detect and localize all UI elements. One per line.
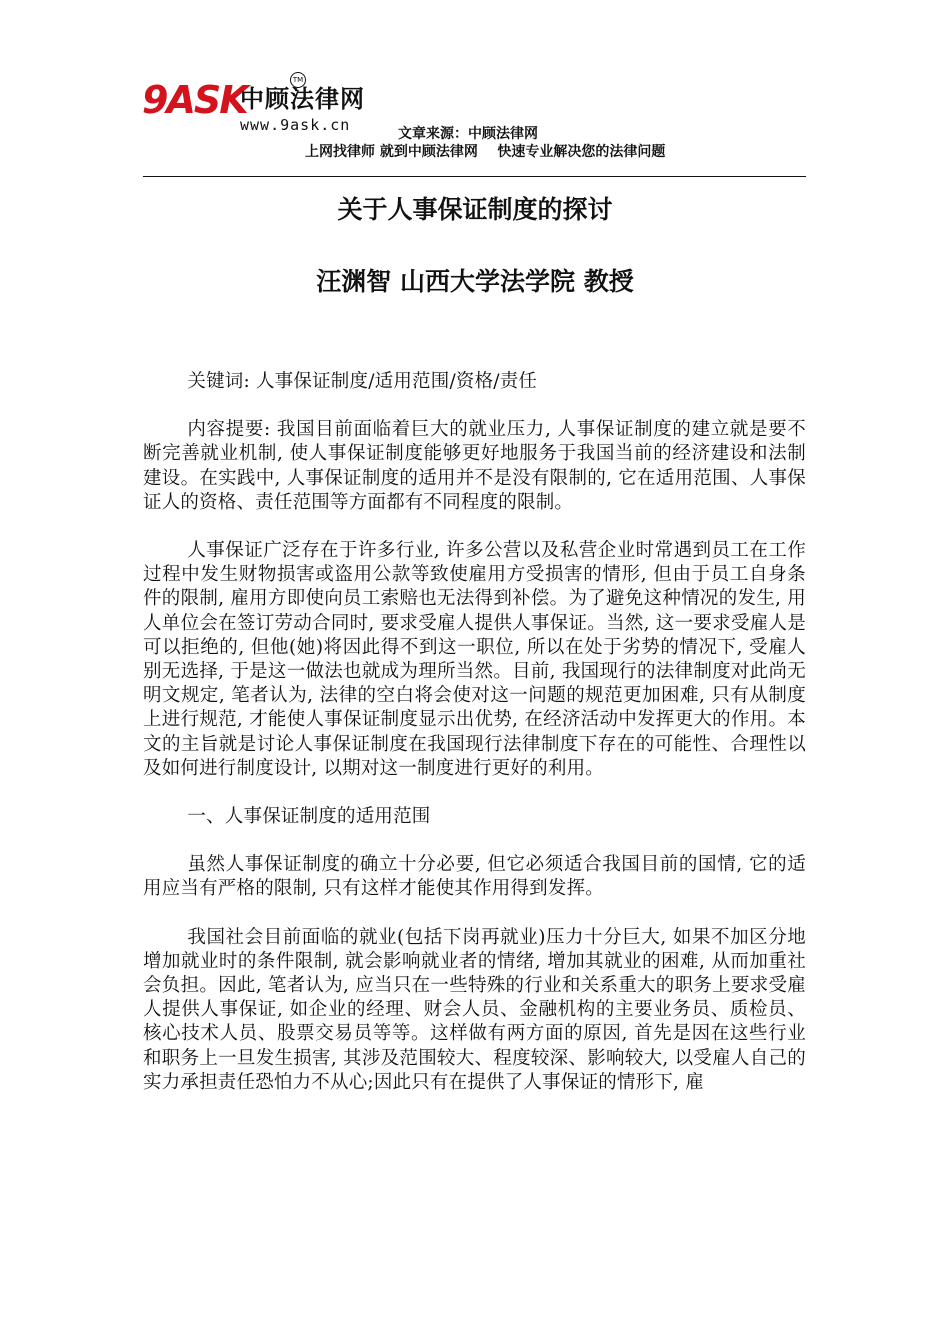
logo-url: www.9ask.cn — [240, 116, 351, 134]
site-logo[interactable] — [142, 78, 392, 138]
section-heading: 一、人事保证制度的适用范围 — [187, 806, 431, 828]
logo-name: 中顾法律网 — [240, 85, 365, 113]
article-author: 汪渊智 山西大学法学院 教授 — [316, 267, 634, 296]
body-paragraph: 我国社会目前面临的就业(包括下岗再就业)压力十分巨大, 如果不加区分地增加就业时的条件限制, 就会影响就业者的情绪, 增加其就业的困难, 从而加重社会负担。因此, 笔者认为, 应当只在一些特殊的行业和关系重大的职务上要求受雇人提供人事保证, 如企业的经理、财会人员、金融机构的主要业务员、质检员、核心技术人员、股票交易员等等。这样做有两方面的原因, 首先是因在这些行业和职务上一旦发生损害, 其涉及范围较大、程度较深、影响较大, 以受雇人自己的实力承担责任恐怕力不从心;因此只有在提供了人事保证的情形下, 雇 — [143, 926, 806, 1093]
site-slogan: 上网找律师 就到中顾法律网 快速专业解决您的法律问题 — [305, 144, 666, 160]
keywords-paragraph: 关键词: 人事保证制度/适用范围/资格/责任 — [187, 371, 538, 392]
body-paragraph: 虽然人事保证制度的确立十分必要, 但它必须适合我国目前的国情, 它的适用应当有严格的限制, 只有这样才能使其作用得到发挥。 — [143, 854, 806, 900]
article-source: 文章来源：中顾法律网 — [398, 126, 538, 142]
article-body — [143, 370, 806, 1119]
page-header — [0, 0, 950, 182]
abstract-paragraph: 内容提要: 我国目前面临着巨大的就业压力, 人事保证制度的建立就是要不断完善就业机制, 使人事保证制度能够更好地服务于我国当前的经济建设和法制建设。在实践中, 人事保证制度的适用并不是没有限制的, 它在适用范围、人事保证人的资格、责任范围等方面都有不同程度的限制。 — [143, 419, 806, 513]
trademark-icon: TM — [290, 72, 306, 88]
header-divider — [143, 176, 806, 177]
article-title: 关于人事保证制度的探讨 — [337, 195, 613, 224]
body-paragraph: 人事保证广泛存在于许多行业, 许多公营以及私营企业时常遇到员工在工作过程中发生财物损害或盗用公款等致使雇用方受损害的情形, 但由于员工自身条件的限制, 雇用方即使向员工索赔也无法得到补偿。为了避免这种情况的发生, 用人单位会在签订劳动合同时, 要求受雇人提供人事保证。当然, 这一要求受雇人是可以拒绝的, 但他(她)将因此得不到这一职位, 所以在处于劣势的情况下, 受雇人别无选择, 于是这一做法也就成为理所当然。目前, 我国现行的法律制度对此尚无明文规定, 笔者认为, 法律的空白将会使对这一问题的规范更加困难, 只有从制度上进行规范, 才能使人事保证制度显示出优势, 在经济活动中发挥更大的作用。本文的主旨就是讨论人事保证制度在我国现行法律制度下存在的可能性、合理性以及如何进行制度设计, 以期对这一制度进行更好的利用。 — [143, 540, 806, 779]
logo-mark: 9ASK — [142, 78, 247, 122]
